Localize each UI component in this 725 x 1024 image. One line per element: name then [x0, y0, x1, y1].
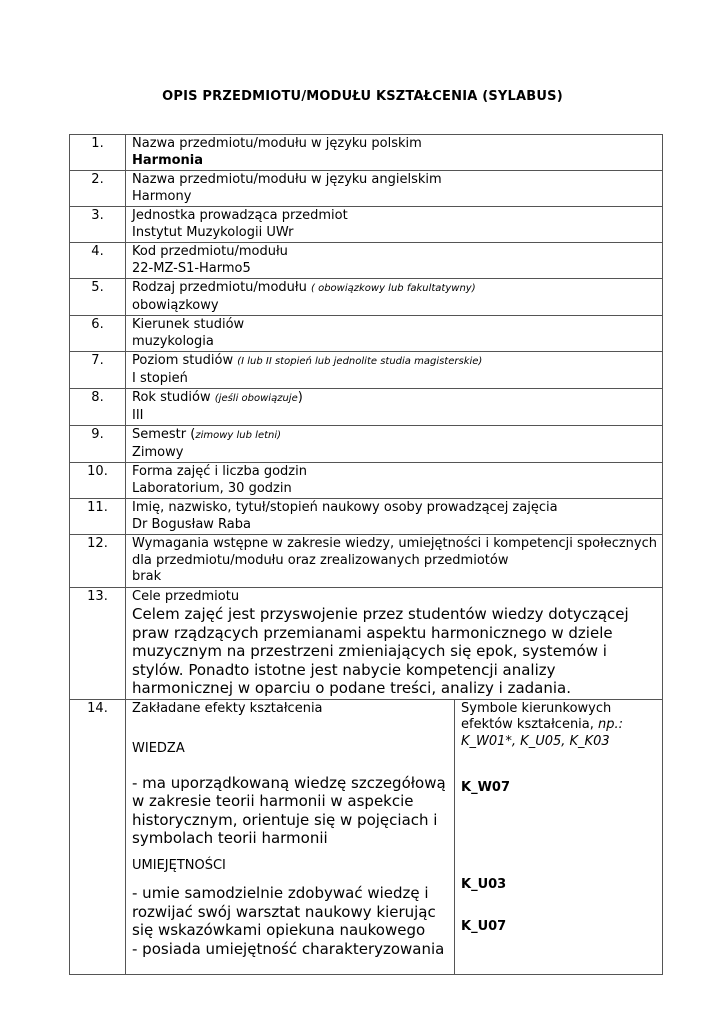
row-number: 13. — [70, 587, 126, 699]
table-row — [70, 171, 663, 207]
row-value: brak — [132, 569, 162, 584]
outcome-item: - posiada umiejętność charakteryzowania — [132, 939, 445, 958]
row-label: Cele przedmiotu — [132, 588, 240, 604]
row-content — [126, 316, 663, 352]
symbols-cell — [455, 699, 663, 974]
row-label: Rodzaj przedmiotu/modułu — [132, 280, 307, 295]
outcome-item: - ma uporządkowaną wiedzę szczegółową w zakresie teorii harmonii w aspekcie historycznym, orientuje się w pojęciach i symbolach teorii harmonii — [132, 773, 446, 847]
table-row — [70, 243, 663, 279]
row-value: obowiązkowy — [132, 297, 219, 313]
row-content — [126, 499, 663, 535]
syllabus-table — [69, 134, 663, 975]
row-content — [126, 207, 663, 243]
row-note: (jeśli obowiązuje — [214, 393, 298, 404]
row-label: Nazwa przedmiotu/modułu w języku polskim — [132, 136, 422, 151]
row-label: Imię, nazwisko, tytuł/stopień naukowy osoby prowadzącej zajęcia — [132, 500, 558, 515]
symbol-code: K_U03 — [461, 876, 507, 892]
symbols-header: Symbole kierunkowych efektów kształcenia, — [461, 700, 612, 732]
row-content — [126, 535, 663, 588]
section-heading-umiejetnosci: UMIEJĘTNOŚCI — [132, 857, 226, 873]
row-label: Nazwa przedmiotu/modułu w języku angielskim — [132, 172, 442, 187]
row-number: 2. — [70, 171, 126, 207]
row-number: 11. — [70, 499, 126, 535]
row-label-open: ( — [190, 427, 196, 442]
row-content — [126, 135, 663, 171]
table-row — [70, 279, 663, 316]
row-number: 14. — [70, 699, 126, 974]
table-row — [70, 135, 663, 171]
row-note: zimowy lub letni) — [195, 430, 282, 441]
row-label: Forma zajęć i liczba godzin — [132, 464, 307, 479]
row-content — [126, 463, 663, 499]
symbol-code: K_U07 — [461, 919, 507, 934]
table-row — [70, 499, 663, 535]
row-label: Zakładane efekty kształcenia — [132, 700, 323, 716]
row-label-close: ) — [297, 390, 303, 405]
row-content — [126, 279, 663, 316]
row-value: Laboratorium, 30 godzin — [132, 480, 292, 496]
row-content — [126, 426, 663, 463]
table-row — [70, 426, 663, 463]
row-number: 5. — [70, 279, 126, 316]
row-label: Kierunek studiów — [132, 317, 245, 332]
symbol-code: K_W07 — [461, 780, 511, 795]
row-label: Semestr — [132, 427, 187, 442]
row-number: 9. — [70, 426, 126, 463]
row-number: 7. — [70, 352, 126, 389]
row-number: 4. — [70, 243, 126, 279]
table-row — [70, 352, 663, 389]
row-value: Harmony — [132, 188, 192, 204]
row-number: 6. — [70, 316, 126, 352]
table-row — [70, 389, 663, 426]
table-row — [70, 535, 663, 588]
row-label: Wymagania wstępne w zakresie wiedzy, umiejętności i kompetencji społecznych dla przedmiotu/modułu oraz zrealizowanych przedmiotów — [132, 536, 658, 568]
row-number: 3. — [70, 207, 126, 243]
document-title: OPIS PRZEDMIOTU/MODUŁU KSZTAŁCENIA (SYLABUS) — [162, 89, 563, 104]
table-row — [70, 316, 663, 352]
table-row — [70, 207, 663, 243]
row-content — [126, 587, 663, 699]
row-value: Dr Bogusław Raba — [132, 516, 251, 532]
table-row — [70, 699, 663, 974]
row-value: Harmonia — [132, 152, 204, 168]
row-label: Jednostka prowadząca przedmiot — [132, 208, 348, 223]
learning-outcomes-cell — [126, 699, 455, 974]
symbols-example: np.: K_W01*, K_U05, K_K03 — [461, 717, 624, 749]
row-value: III — [132, 407, 144, 423]
row-label: Rok studiów — [132, 390, 211, 405]
row-label: Kod przedmiotu/modułu — [132, 244, 288, 259]
row-value: I stopień — [132, 370, 188, 386]
row-label: Poziom studiów — [132, 353, 234, 368]
row-number: 10. — [70, 463, 126, 499]
row-note: ( obowiązkowy lub fakultatywny) — [311, 283, 476, 294]
row-number: 8. — [70, 389, 126, 426]
table-row — [70, 587, 663, 699]
row-content — [126, 171, 663, 207]
row-value: 22-MZ-S1-Harmo5 — [132, 260, 251, 276]
row-value: Zimowy — [132, 444, 184, 460]
row-content — [126, 389, 663, 426]
row-value: muzykologia — [132, 333, 214, 349]
row-content — [126, 352, 663, 389]
row-number: 1. — [70, 135, 126, 171]
row-content — [126, 243, 663, 279]
section-heading-wiedza: WIEDZA — [132, 741, 185, 756]
outcome-item: - umie samodzielnie zdobywać wiedzę i rozwijać swój warsztat naukowy kierując się wskazówkami opiekuna naukowego — [132, 884, 436, 939]
row-note: (I lub II stopień lub jednolite studia magisterskie) — [237, 356, 483, 367]
row-value: Celem zajęć jest przyswojenie przez studentów wiedzy dotyczącej praw rządzących przemianami aspektu harmonicznego w dziele muzycznym na przestrzeni zmieniających się epok, systemów i stylów. Ponadto istotne jest nabycie kompetencji analizy harmonicznej w oparciu o podane treści, analizy i zadania. — [132, 605, 629, 697]
row-value: Instytut Muzykologii UWr — [132, 224, 294, 240]
row-number: 12. — [70, 535, 126, 588]
table-row — [70, 463, 663, 499]
